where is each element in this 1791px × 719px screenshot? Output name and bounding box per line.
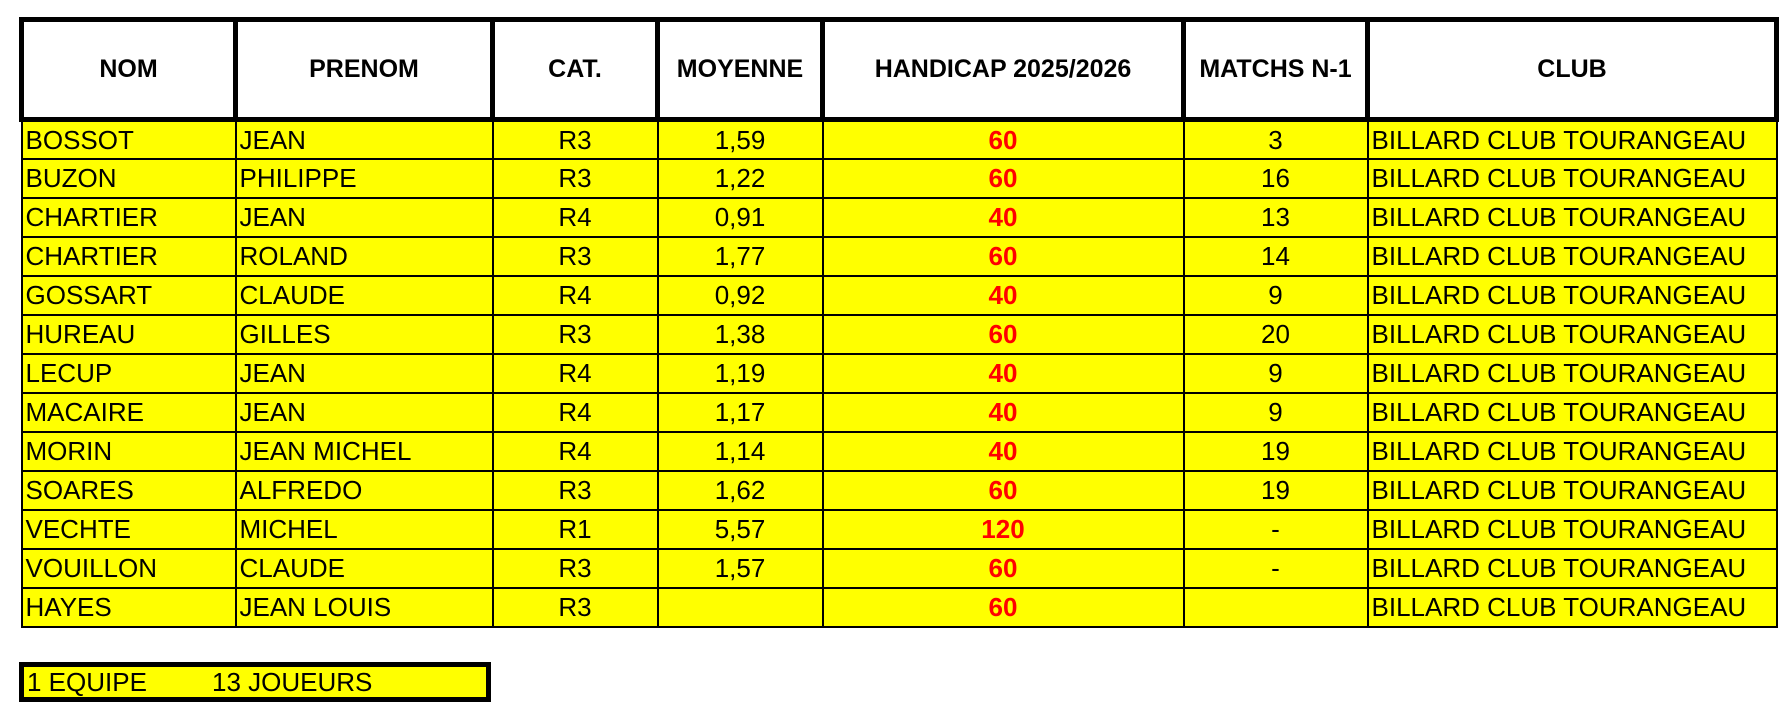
cell-handicap: 60: [823, 237, 1184, 276]
cell-nom: SOARES: [22, 471, 236, 510]
cell-cat: R4: [493, 393, 658, 432]
column-header-handicap: HANDICAP 2025/2026: [823, 20, 1184, 120]
cell-club: BILLARD CLUB TOURANGEAU: [1368, 549, 1777, 588]
cell-prenom: GILLES: [236, 315, 493, 354]
cell-handicap: 40: [823, 432, 1184, 471]
column-header-nom: NOM: [22, 20, 236, 120]
table-row: [22, 588, 1777, 627]
cell-moyenne: 1,57: [658, 549, 823, 588]
table-row: [22, 471, 1777, 510]
cell-prenom: JEAN: [236, 198, 493, 237]
cell-club: BILLARD CLUB TOURANGEAU: [1368, 432, 1777, 471]
cell-prenom: JEAN: [236, 393, 493, 432]
cell-moyenne: 1,22: [658, 159, 823, 198]
table-row: [22, 315, 1777, 354]
column-header-moyenne: MOYENNE: [658, 20, 823, 120]
cell-moyenne: 1,62: [658, 471, 823, 510]
table-row: [22, 354, 1777, 393]
cell-moyenne: 1,59: [658, 120, 823, 159]
cell-club: BILLARD CLUB TOURANGEAU: [1368, 198, 1777, 237]
table-row: [22, 159, 1777, 198]
cell-cat: R3: [493, 159, 658, 198]
cell-cat: R3: [493, 120, 658, 159]
header-row: [22, 20, 1777, 120]
player-count: 13 JOUEURS: [212, 667, 373, 697]
cell-moyenne: 0,92: [658, 276, 823, 315]
cell-cat: R3: [493, 588, 658, 627]
cell-handicap: 60: [823, 315, 1184, 354]
cell-moyenne: 0,91: [658, 198, 823, 237]
cell-moyenne: 1,14: [658, 432, 823, 471]
cell-nom: BUZON: [22, 159, 236, 198]
cell-handicap: 60: [823, 471, 1184, 510]
cell-cat: R4: [493, 276, 658, 315]
cell-handicap: 40: [823, 393, 1184, 432]
cell-prenom: CLAUDE: [236, 549, 493, 588]
cell-matchs: -: [1184, 510, 1368, 549]
cell-prenom: MICHEL: [236, 510, 493, 549]
cell-club: BILLARD CLUB TOURANGEAU: [1368, 276, 1777, 315]
cell-moyenne: [658, 588, 823, 627]
cell-prenom: PHILIPPE: [236, 159, 493, 198]
cell-handicap: 40: [823, 354, 1184, 393]
table-row: [22, 237, 1777, 276]
cell-matchs: 14: [1184, 237, 1368, 276]
cell-matchs: 13: [1184, 198, 1368, 237]
table-header: [22, 20, 1777, 120]
cell-cat: R3: [493, 237, 658, 276]
cell-matchs: -: [1184, 549, 1368, 588]
table-row: [22, 510, 1777, 549]
cell-nom: VECHTE: [22, 510, 236, 549]
cell-nom: MACAIRE: [22, 393, 236, 432]
cell-cat: R3: [493, 471, 658, 510]
cell-moyenne: 1,17: [658, 393, 823, 432]
cell-club: BILLARD CLUB TOURANGEAU: [1368, 237, 1777, 276]
table-row: [22, 276, 1777, 315]
cell-handicap: 120: [823, 510, 1184, 549]
cell-nom: CHARTIER: [22, 237, 236, 276]
team-summary-box: [19, 662, 491, 702]
cell-cat: R4: [493, 198, 658, 237]
cell-cat: R3: [493, 549, 658, 588]
table-row: [22, 432, 1777, 471]
cell-handicap: 40: [823, 276, 1184, 315]
cell-club: BILLARD CLUB TOURANGEAU: [1368, 354, 1777, 393]
cell-matchs: [1184, 588, 1368, 627]
cell-handicap: 60: [823, 159, 1184, 198]
cell-club: BILLARD CLUB TOURANGEAU: [1368, 510, 1777, 549]
table-row: [22, 120, 1777, 159]
cell-nom: MORIN: [22, 432, 236, 471]
table-body: [22, 120, 1777, 627]
table-row: [22, 393, 1777, 432]
cell-club: BILLARD CLUB TOURANGEAU: [1368, 120, 1777, 159]
cell-prenom: CLAUDE: [236, 276, 493, 315]
cell-moyenne: 1,77: [658, 237, 823, 276]
player-roster-table: [19, 17, 1779, 628]
cell-nom: CHARTIER: [22, 198, 236, 237]
cell-matchs: 9: [1184, 276, 1368, 315]
cell-matchs: 3: [1184, 120, 1368, 159]
cell-nom: HUREAU: [22, 315, 236, 354]
cell-matchs: 9: [1184, 354, 1368, 393]
cell-cat: R4: [493, 432, 658, 471]
cell-handicap: 60: [823, 120, 1184, 159]
cell-moyenne: 5,57: [658, 510, 823, 549]
cell-matchs: 19: [1184, 432, 1368, 471]
cell-club: BILLARD CLUB TOURANGEAU: [1368, 588, 1777, 627]
cell-cat: R1: [493, 510, 658, 549]
cell-matchs: 9: [1184, 393, 1368, 432]
cell-nom: BOSSOT: [22, 120, 236, 159]
cell-club: BILLARD CLUB TOURANGEAU: [1368, 393, 1777, 432]
cell-cat: R3: [493, 315, 658, 354]
cell-prenom: ALFREDO: [236, 471, 493, 510]
cell-handicap: 40: [823, 198, 1184, 237]
cell-handicap: 60: [823, 549, 1184, 588]
cell-prenom: ROLAND: [236, 237, 493, 276]
column-header-club: CLUB: [1368, 20, 1777, 120]
table-row: [22, 198, 1777, 237]
cell-club: BILLARD CLUB TOURANGEAU: [1368, 159, 1777, 198]
cell-moyenne: 1,38: [658, 315, 823, 354]
cell-prenom: JEAN: [236, 120, 493, 159]
column-header-cat: CAT.: [493, 20, 658, 120]
cell-club: BILLARD CLUB TOURANGEAU: [1368, 471, 1777, 510]
cell-club: BILLARD CLUB TOURANGEAU: [1368, 315, 1777, 354]
cell-nom: LECUP: [22, 354, 236, 393]
cell-matchs: 20: [1184, 315, 1368, 354]
cell-cat: R4: [493, 354, 658, 393]
cell-nom: VOUILLON: [22, 549, 236, 588]
cell-nom: HAYES: [22, 588, 236, 627]
cell-nom: GOSSART: [22, 276, 236, 315]
table-row: [22, 549, 1777, 588]
column-header-prenom: PRENOM: [236, 20, 493, 120]
cell-prenom: JEAN MICHEL: [236, 432, 493, 471]
cell-moyenne: 1,19: [658, 354, 823, 393]
column-header-matchs: MATCHS N-1: [1184, 20, 1368, 120]
cell-handicap: 60: [823, 588, 1184, 627]
cell-matchs: 19: [1184, 471, 1368, 510]
cell-matchs: 16: [1184, 159, 1368, 198]
team-count: 1 EQUIPE: [27, 667, 147, 697]
cell-prenom: JEAN: [236, 354, 493, 393]
cell-prenom: JEAN LOUIS: [236, 588, 493, 627]
